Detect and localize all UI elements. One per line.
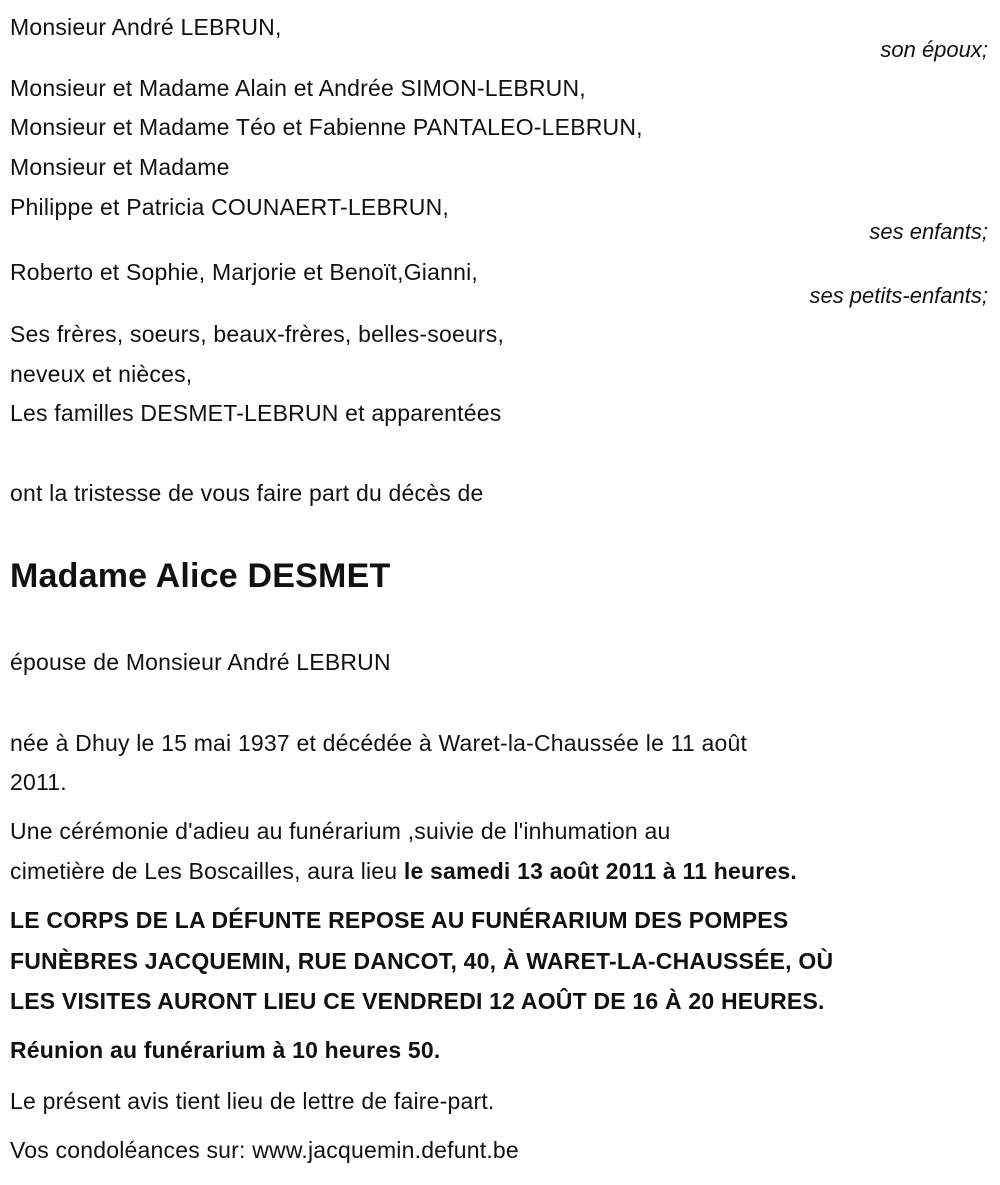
spouse-name: Monsieur André LEBRUN,: [10, 14, 282, 40]
grandchildren: Roberto et Sophie, Marjorie et Benoït,Gianni,: [10, 259, 478, 285]
other-relatives: neveux et nièces,: [10, 361, 193, 387]
meeting: Réunion au funérarium à 10 heures 50.: [10, 1037, 441, 1063]
child-line: Monsieur et Madame Téo et Fabienne PANTALEO-LEBRUN,: [10, 114, 643, 140]
child-line: Philippe et Patricia COUNAERT-LEBRUN,: [10, 194, 450, 220]
visit-notice: LES VISITES AURONT LIEU CE VENDREDI 12 AOÛT DE 16 À 20 HEURES.: [10, 988, 825, 1014]
notice: Le présent avis tient lieu de lettre de faire-part.: [10, 1088, 495, 1114]
ceremony-line: [10, 856, 797, 886]
other-relatives: Ses frères, soeurs, beaux-frères, belles-soeurs,: [10, 321, 505, 347]
announcement: ont la tristesse de vous faire part du décès de: [10, 480, 484, 506]
birth-death: née à Dhuy le 15 mai 1937 et décédée à Waret-la-Chaussée le 11 août: [10, 730, 748, 756]
spouse-line: épouse de Monsieur André LEBRUN: [10, 649, 391, 675]
child-line: Monsieur et Madame: [10, 154, 230, 180]
visit-notice: FUNÈBRES JACQUEMIN, RUE DANCOT, 40, À WARET-LA-CHAUSSÉE, OÙ: [10, 948, 834, 974]
birth-death: 2011.: [10, 769, 67, 795]
ceremony-text: cimetière de Les Boscailles, aura lieu: [10, 858, 404, 884]
visit-notice: LE CORPS DE LA DÉFUNTE REPOSE AU FUNÉRARIUM DES POMPES: [10, 907, 789, 933]
ceremony-date: le samedi 13 août 2011 à 11 heures.: [403, 858, 798, 884]
child-line: Monsieur et Madame Alain et Andrée SIMON-LEBRUN,: [10, 75, 586, 101]
condolences: [10, 1135, 519, 1165]
children-role: ses enfants;: [869, 219, 988, 244]
ceremony-line: Une cérémonie d'adieu au funérarium ,suivie de l'inhumation au: [10, 818, 671, 844]
spouse-role: son époux;: [880, 37, 988, 62]
deceased-name: Madame Alice DESMET: [10, 557, 391, 595]
condolences-link[interactable]: www.jacquemin.defunt.be: [252, 1137, 519, 1163]
grandchildren-role: ses petits-enfants;: [809, 283, 988, 308]
other-relatives: Les familles DESMET-LEBRUN et apparentées: [10, 400, 502, 426]
condolences-label: Vos condoléances sur:: [10, 1137, 253, 1163]
